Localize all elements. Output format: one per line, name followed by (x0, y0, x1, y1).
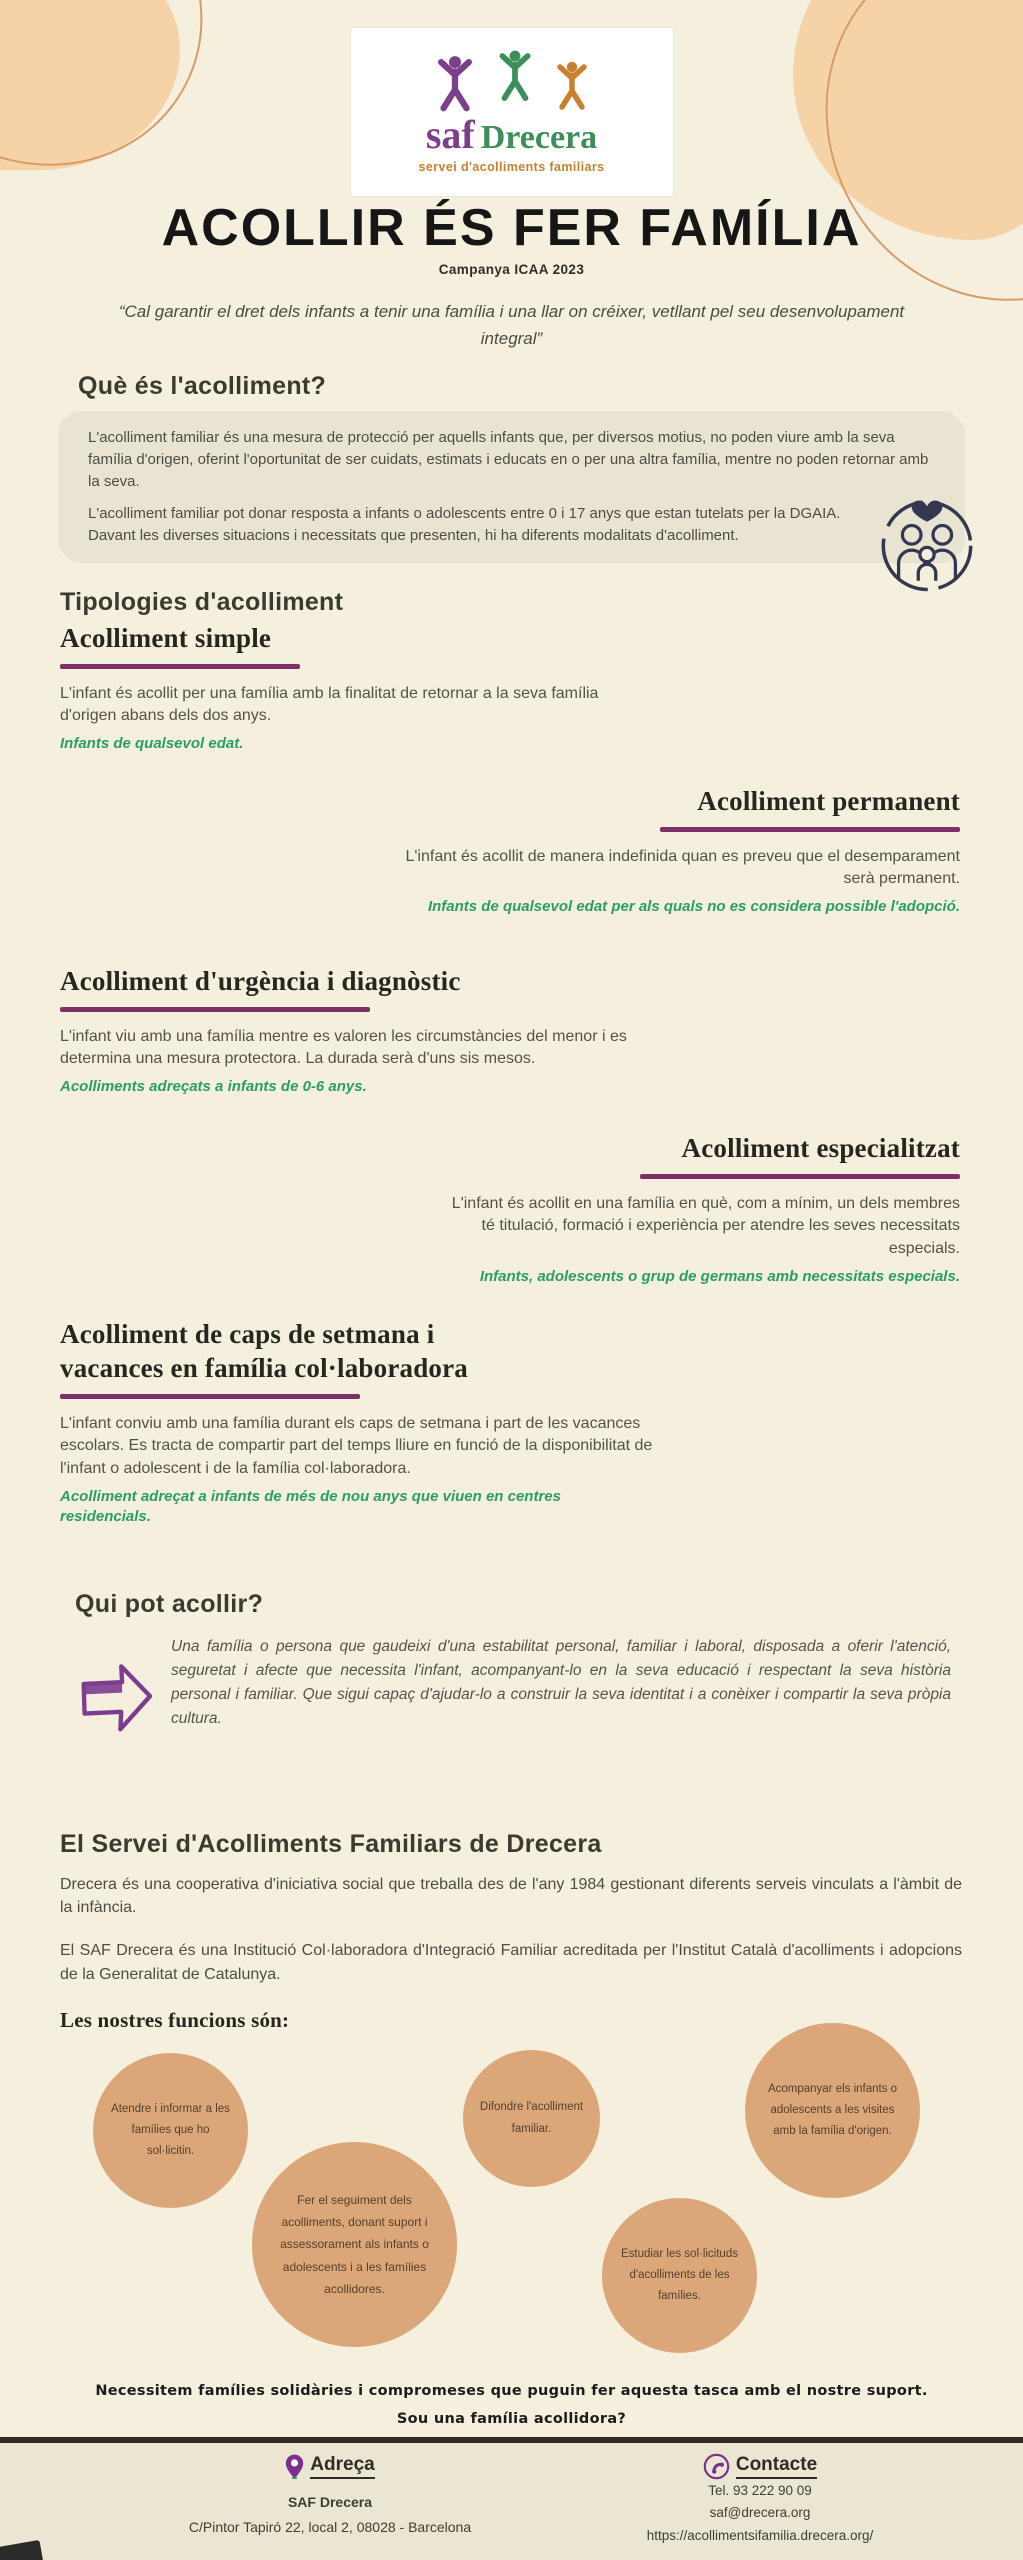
function-circle-study-text: Estudiar les sol·licituds d'acolliments de les famílies. (621, 2247, 738, 2303)
opening-quote: “Cal garantir el dret dels infants a tenir una família i una llar on créixer, vetllant pel seu desenvolupament integral” (118, 302, 905, 349)
typology-specialized (440, 1132, 960, 1287)
page-title: ACOLLIR ÉS FER FAMÍLIA (161, 199, 862, 257)
typology-simple-note: Infants de qualsevol edat. (60, 735, 244, 753)
what-heading: Què és l'acolliment? (78, 372, 327, 400)
footer-address-column (30, 2453, 630, 2539)
functions-heading: Les nostres funcions són: (60, 2007, 290, 2032)
typology-weekends-note: Acolliment adreçat a infants de més de nou anys que viuen en centres residencials. (60, 1487, 561, 1525)
function-circle-attend-text: Atendre i informar a les famílies que ho sol·licitin. (111, 2102, 230, 2158)
cta-line-2: Sou una família acollidora? (396, 2410, 627, 2427)
function-circle-accompany-text: Acompanyar els infants o adolescents a les visites amb la família d'origen. (767, 2082, 898, 2138)
underline (640, 1174, 960, 1179)
typology-urgency-note: Acolliments adreçats a infants de 0-6 anys. (60, 1078, 367, 1096)
section-what-is-fostering (58, 372, 965, 563)
who-heading: Qui pot acollir? (75, 1590, 264, 1618)
call-to-action (42, 2378, 982, 2433)
typology-simple-body: L'infant és acollit per una família amb la finalitat de retornar a la seva família d'origen abans dels dos anys. (60, 684, 599, 725)
jumping-person-purple-icon (432, 55, 478, 113)
location-pin-icon (285, 2453, 304, 2480)
typology-urgency-body: L'infant viu amb una família mentre es valoren les circumstàncies del menor i es determina una mesura protectora. La durada serà d'uns sis mesos. (60, 1027, 627, 1068)
logo-wordmark (425, 111, 598, 157)
section-who-can-foster (75, 1590, 955, 1745)
footer (0, 2437, 1023, 2560)
underline (60, 664, 300, 669)
typology-permanent-note: Infants de qualsevol edat per als quals no es considera possible l'adopció. (427, 898, 960, 916)
logo-saf-text: saf (425, 111, 475, 157)
typology-urgency (60, 965, 660, 1097)
what-paragraph-2: L'acolliment familiar pot donar resposta a infants o adolescents entre 0 i 17 anys que estan tutelats per la DGAIA. Davant les diverses situacions i necessitats que presenten, hi ha diferents modalitats d'acolliment. (88, 505, 841, 544)
function-circle-spread (463, 2050, 600, 2187)
what-paragraph-1: L'acolliment familiar és una mesura de protecció per aquells infants que, per diversos motius, no poden viure amb la seva família d'origen, oferint l'oportunitat de ser cuidats, estimats i educats en o per una altra família, mentre no poden retornar amb la seva. (88, 429, 929, 490)
who-body: Una família o persona que gaudeixi d'una estabilitat personal, familiar i laboral, disposada a oferir l'atenció, seguretat i afecte que necessita l'infant, acompanyant-lo en la seva educació i respectant la seva història personal i familiar. Que sigui capaç d'ajudar-lo a construir la seva identitat i a conèixer i compartir la seva pròpia cultura. (171, 1638, 951, 1728)
typology-urgency-title: Acolliment d'urgència i diagnòstic (60, 966, 461, 996)
typology-specialized-note: Infants, adolescents o grup de germans amb necessitats especials. (479, 1267, 960, 1285)
typology-specialized-body: L'infant és acollit en una família en què, com a mínim, un dels membres té titulació, formació i experiència per atendre les seves necessitats especials. (451, 1194, 960, 1258)
function-circle-followup (252, 2142, 457, 2347)
typology-simple-title: Acolliment simple (60, 623, 272, 653)
logo (351, 28, 673, 196)
function-circle-study (602, 2198, 757, 2353)
underline (60, 1007, 370, 1012)
typology-permanent (400, 785, 960, 917)
typology-permanent-body: L'infant és acollit de manera indefinida quan es preveu que el desemparament serà permanent. (405, 847, 960, 888)
function-circle-followup-text: Fer el seguiment dels acolliments, donant suport i assessorament als infants o adolescents i a les famílies acollidores. (280, 2193, 429, 2296)
typology-weekends (60, 1318, 700, 1527)
service-paragraph-1: Drecera és una cooperativa d'iniciativa social que treballa des de l'any 1984 gestionant diferents serveis vinculats a l'àmbit de la infància. (60, 1876, 962, 1917)
underline (660, 827, 960, 832)
logo-tagline: servei d'acolliments familiars (418, 159, 605, 174)
address-heading: Adreça (310, 2454, 374, 2479)
typologies-heading: Tipologies d'acolliment (60, 588, 344, 616)
service-heading: El Servei d'Acolliments Familiars de Drecera (60, 1830, 602, 1858)
cta-line-1: Necessitem famílies solidàries i compromeses que puguin fer aquesta tasca amb el nostre suport. (95, 2383, 928, 2399)
family-heart-icon (872, 478, 982, 596)
typology-specialized-title: Acolliment especialitzat (681, 1133, 960, 1163)
campaign-subtitle: Campanya ICAA 2023 (438, 262, 585, 277)
jumping-person-green-icon (494, 49, 536, 103)
function-circle-spread-text: Difondre l'acolliment familiar. (479, 2101, 584, 2135)
contact-website[interactable]: https://acollimentsifamilia.drecera.org/ (646, 2527, 874, 2543)
logo-drecera-text: Drecera (480, 118, 598, 156)
what-text-box (58, 411, 965, 563)
decor-outline-top-left (0, 0, 252, 217)
typology-weekends-body: L'infant conviu amb una família durant els caps de setmana i part de les vacances escolars. Es tracta de compartir part del temps lliure en funció de la disponibilitat de l'infant o adolescent i de la família col·laboradora. (60, 1414, 653, 1477)
contact-phone: Tel. 93 222 90 09 (708, 2483, 812, 2498)
footer-contact-column (545, 2453, 975, 2547)
contact-heading: Contacte (736, 2454, 817, 2479)
typology-permanent-title: Acolliment permanent (697, 786, 960, 816)
contact-email[interactable]: saf@drecera.org (709, 2505, 811, 2521)
typology-simple (60, 622, 630, 754)
address-org-name: SAF Drecera (287, 2494, 373, 2510)
jumping-people-icon (432, 51, 592, 113)
typology-weekends-title: Acolliment de caps de setmana i vacances en família col·laboradora (60, 1319, 469, 1383)
function-circle-attend (93, 2053, 248, 2208)
underline (60, 1394, 360, 1399)
phone-icon (703, 2453, 730, 2480)
address-line: C/Pintor Tapiró 22, local 2, 08028 - Barcelona (188, 2518, 472, 2535)
function-circle-accompany (745, 2023, 920, 2198)
hand-drawn-arrow-right-icon (75, 1649, 157, 1745)
decor-corner-mark (0, 2540, 44, 2560)
jumping-person-orange-icon (552, 61, 592, 111)
section-saf-service (60, 1830, 962, 2033)
service-paragraph-2: El SAF Drecera és una Institució Col·laboradora d'Integració Familiar acreditada per l'Institut Català d'acolliments i adopcions de la Generalitat de Catalunya. (60, 1942, 962, 1983)
